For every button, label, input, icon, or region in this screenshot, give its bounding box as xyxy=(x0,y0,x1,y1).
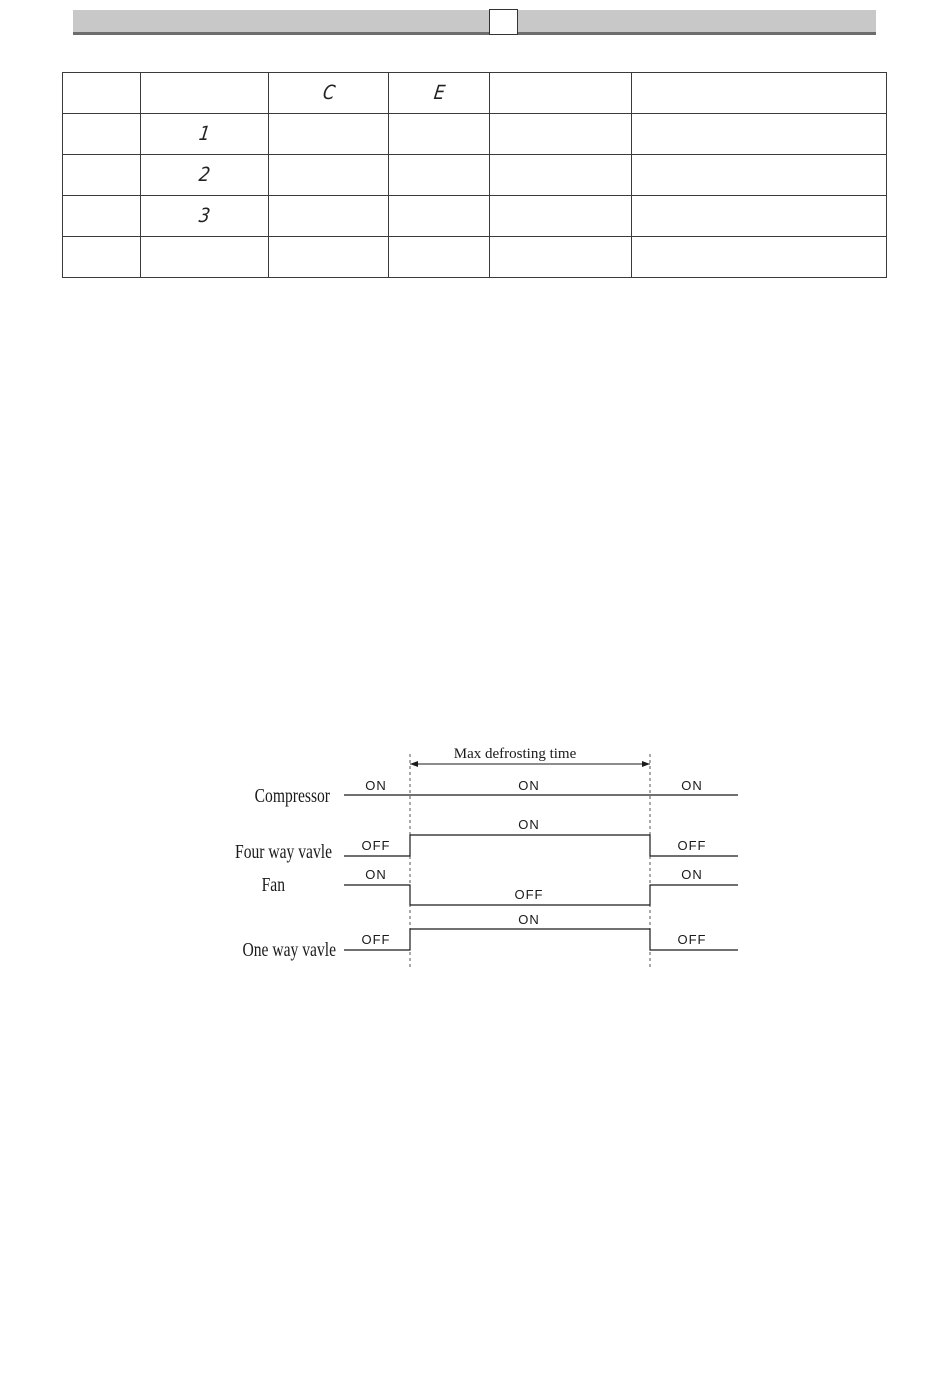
table-cell xyxy=(632,155,887,196)
state-label: ON xyxy=(518,912,540,927)
table-cell xyxy=(269,237,389,278)
table-cell xyxy=(490,114,632,155)
table-cell xyxy=(490,155,632,196)
row-label-fan: Fan xyxy=(261,873,285,896)
table-cell xyxy=(490,196,632,237)
table-cell xyxy=(389,196,490,237)
state-label: ON xyxy=(365,778,387,793)
state-label: OFF xyxy=(514,887,544,902)
table-cell xyxy=(632,73,887,114)
span-label: Max defrosting time xyxy=(453,746,577,762)
table-cell xyxy=(63,114,141,155)
table-row xyxy=(63,114,887,155)
table-cell xyxy=(269,196,389,237)
table-cell xyxy=(269,155,389,196)
signal-one-way-valve xyxy=(344,912,738,950)
row-label-compressor: Compressor xyxy=(254,784,330,807)
state-label: ON xyxy=(518,817,540,832)
signal-compressor xyxy=(344,778,738,795)
table-cell xyxy=(63,73,141,114)
defrost-timing-diagram xyxy=(220,738,750,978)
table-cell xyxy=(389,114,490,155)
row-label-four-way-valve: Four way vavle xyxy=(235,840,332,863)
table-cell xyxy=(269,114,389,155)
table-cell: 1 xyxy=(141,114,269,155)
table-cell xyxy=(389,237,490,278)
state-label: ON xyxy=(681,778,703,793)
table-cell xyxy=(141,73,269,114)
table-cell: C xyxy=(269,73,389,114)
table-cell xyxy=(490,237,632,278)
table-cell: E xyxy=(389,73,490,114)
table-cell: 2 xyxy=(141,155,269,196)
signal-fan xyxy=(344,867,738,905)
table-row xyxy=(63,237,887,278)
state-label: OFF xyxy=(361,838,391,853)
table-cell xyxy=(632,196,887,237)
table-cell xyxy=(389,155,490,196)
page-header-bar xyxy=(73,10,876,35)
table-cell: 3 xyxy=(141,196,269,237)
table-row xyxy=(63,196,887,237)
state-label: OFF xyxy=(361,932,391,947)
table-cell xyxy=(141,237,269,278)
timing-diagram-svg xyxy=(220,738,750,978)
table-cell xyxy=(490,73,632,114)
table-cell xyxy=(632,237,887,278)
signal-four-way-valve xyxy=(344,817,738,856)
state-label: OFF xyxy=(677,932,707,947)
table-cell xyxy=(632,114,887,155)
table-cell xyxy=(63,196,141,237)
state-label: OFF xyxy=(677,838,707,853)
parameter-table xyxy=(62,72,887,278)
state-label: ON xyxy=(365,867,387,882)
table-cell xyxy=(63,155,141,196)
table-row xyxy=(63,155,887,196)
table-header-row xyxy=(63,73,887,114)
page-number-box xyxy=(489,9,518,35)
state-label: ON xyxy=(681,867,703,882)
state-label: ON xyxy=(518,778,540,793)
table-cell xyxy=(63,237,141,278)
row-label-one-way-valve: One way vavle xyxy=(242,938,336,961)
